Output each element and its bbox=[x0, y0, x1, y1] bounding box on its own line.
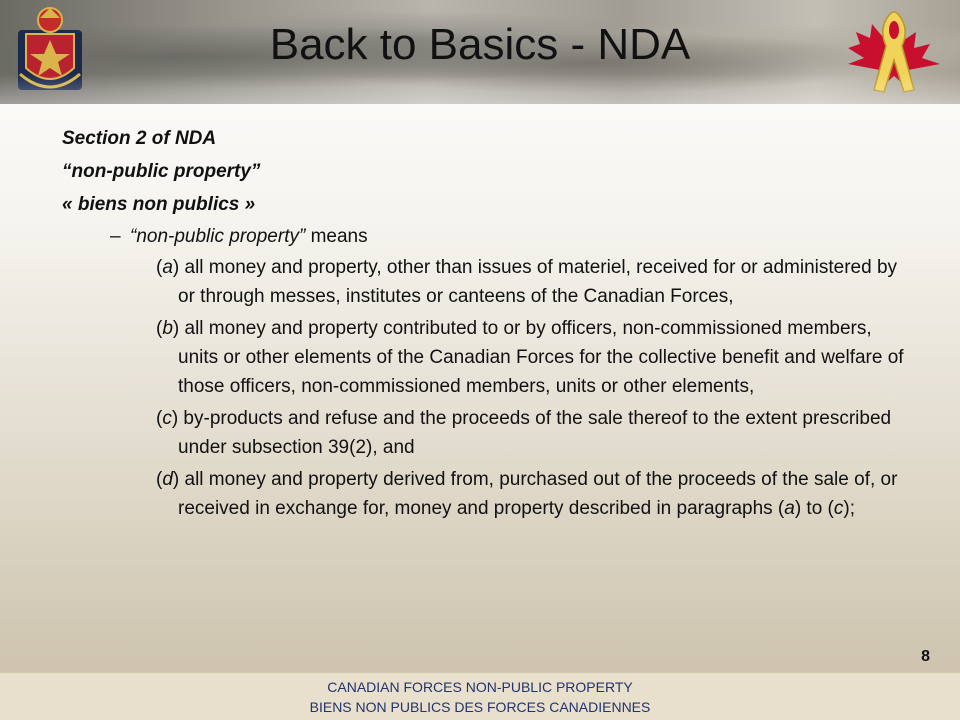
section-reference: Section 2 of NDA bbox=[62, 128, 217, 149]
paragraph-c: (c) by-products and refuse and the proceeds of the sale thereof to the extent prescribed under subsection 39(2), and bbox=[156, 408, 892, 458]
paragraph-b: (b) all money and property contributed to or by officers, non-commissioned members, units or other elements of the Canadian Forces for the collective benefit and welfare of those officers, non-commissioned members, units or other elements, bbox=[156, 318, 904, 397]
paragraph-b-text: all money and property contributed to or by officers, non-commissioned members, units or other elements of the Canadian Forces for the collective benefit and welfare of those officers, non-commissioned members, units or other elements, bbox=[178, 318, 904, 397]
footer bbox=[0, 672, 960, 720]
paragraph-a-text: all money and property, other than issues of materiel, received for or administered by or through messes, institutes or canteens of the Canadian Forces, bbox=[178, 257, 898, 307]
header-banner bbox=[0, 0, 960, 104]
paragraph-d-mid: ) to ( bbox=[794, 498, 834, 519]
paragraph-d-ref-a: a bbox=[784, 498, 795, 519]
slide-body bbox=[62, 122, 922, 526]
paragraph-d: (d) all money and property derived from, purchased out of the proceeds of the sale of, or received in exchange for, money and property described in paragraphs (a) to (c); bbox=[156, 469, 898, 519]
paragraph-d-letter: d bbox=[162, 469, 173, 490]
term-french: « biens non publics » bbox=[62, 194, 256, 215]
paragraph-b-letter: b bbox=[162, 318, 173, 339]
term-english: “non-public property” bbox=[62, 161, 261, 182]
paragraph-c-letter: c bbox=[162, 408, 172, 429]
paragraph-a: (a) all money and property, other than issues of materiel, received for or administered by or through messes, institutes or canteens of the Canadian Forces, bbox=[156, 257, 898, 307]
paragraph-d-end: ); bbox=[843, 498, 855, 519]
paragraph-d-text: all money and property derived from, purchased out of the proceeds of the sale of, or received in exchange for, money and property described in paragraphs ( bbox=[178, 469, 898, 519]
paragraph-a-letter: a bbox=[162, 257, 173, 278]
dash-bullet: – bbox=[110, 226, 121, 247]
paragraph-c-text: by-products and refuse and the proceeds of the sale thereof to the extent prescribed under subsection 39(2), and bbox=[178, 408, 892, 458]
slide-title: Back to Basics - NDA bbox=[269, 20, 691, 69]
definition-term: “non-public property” bbox=[130, 226, 306, 247]
page-number: 8 bbox=[921, 648, 930, 665]
paragraph-d-ref-c: c bbox=[833, 498, 844, 519]
definition-means: means bbox=[305, 226, 368, 247]
footer-line-english: CANADIAN FORCES NON-PUBLIC PROPERTY bbox=[327, 679, 633, 695]
definition-line bbox=[110, 221, 922, 253]
footer-line-french: BIENS NON PUBLICS DES FORCES CANADIENNES bbox=[309, 699, 651, 715]
